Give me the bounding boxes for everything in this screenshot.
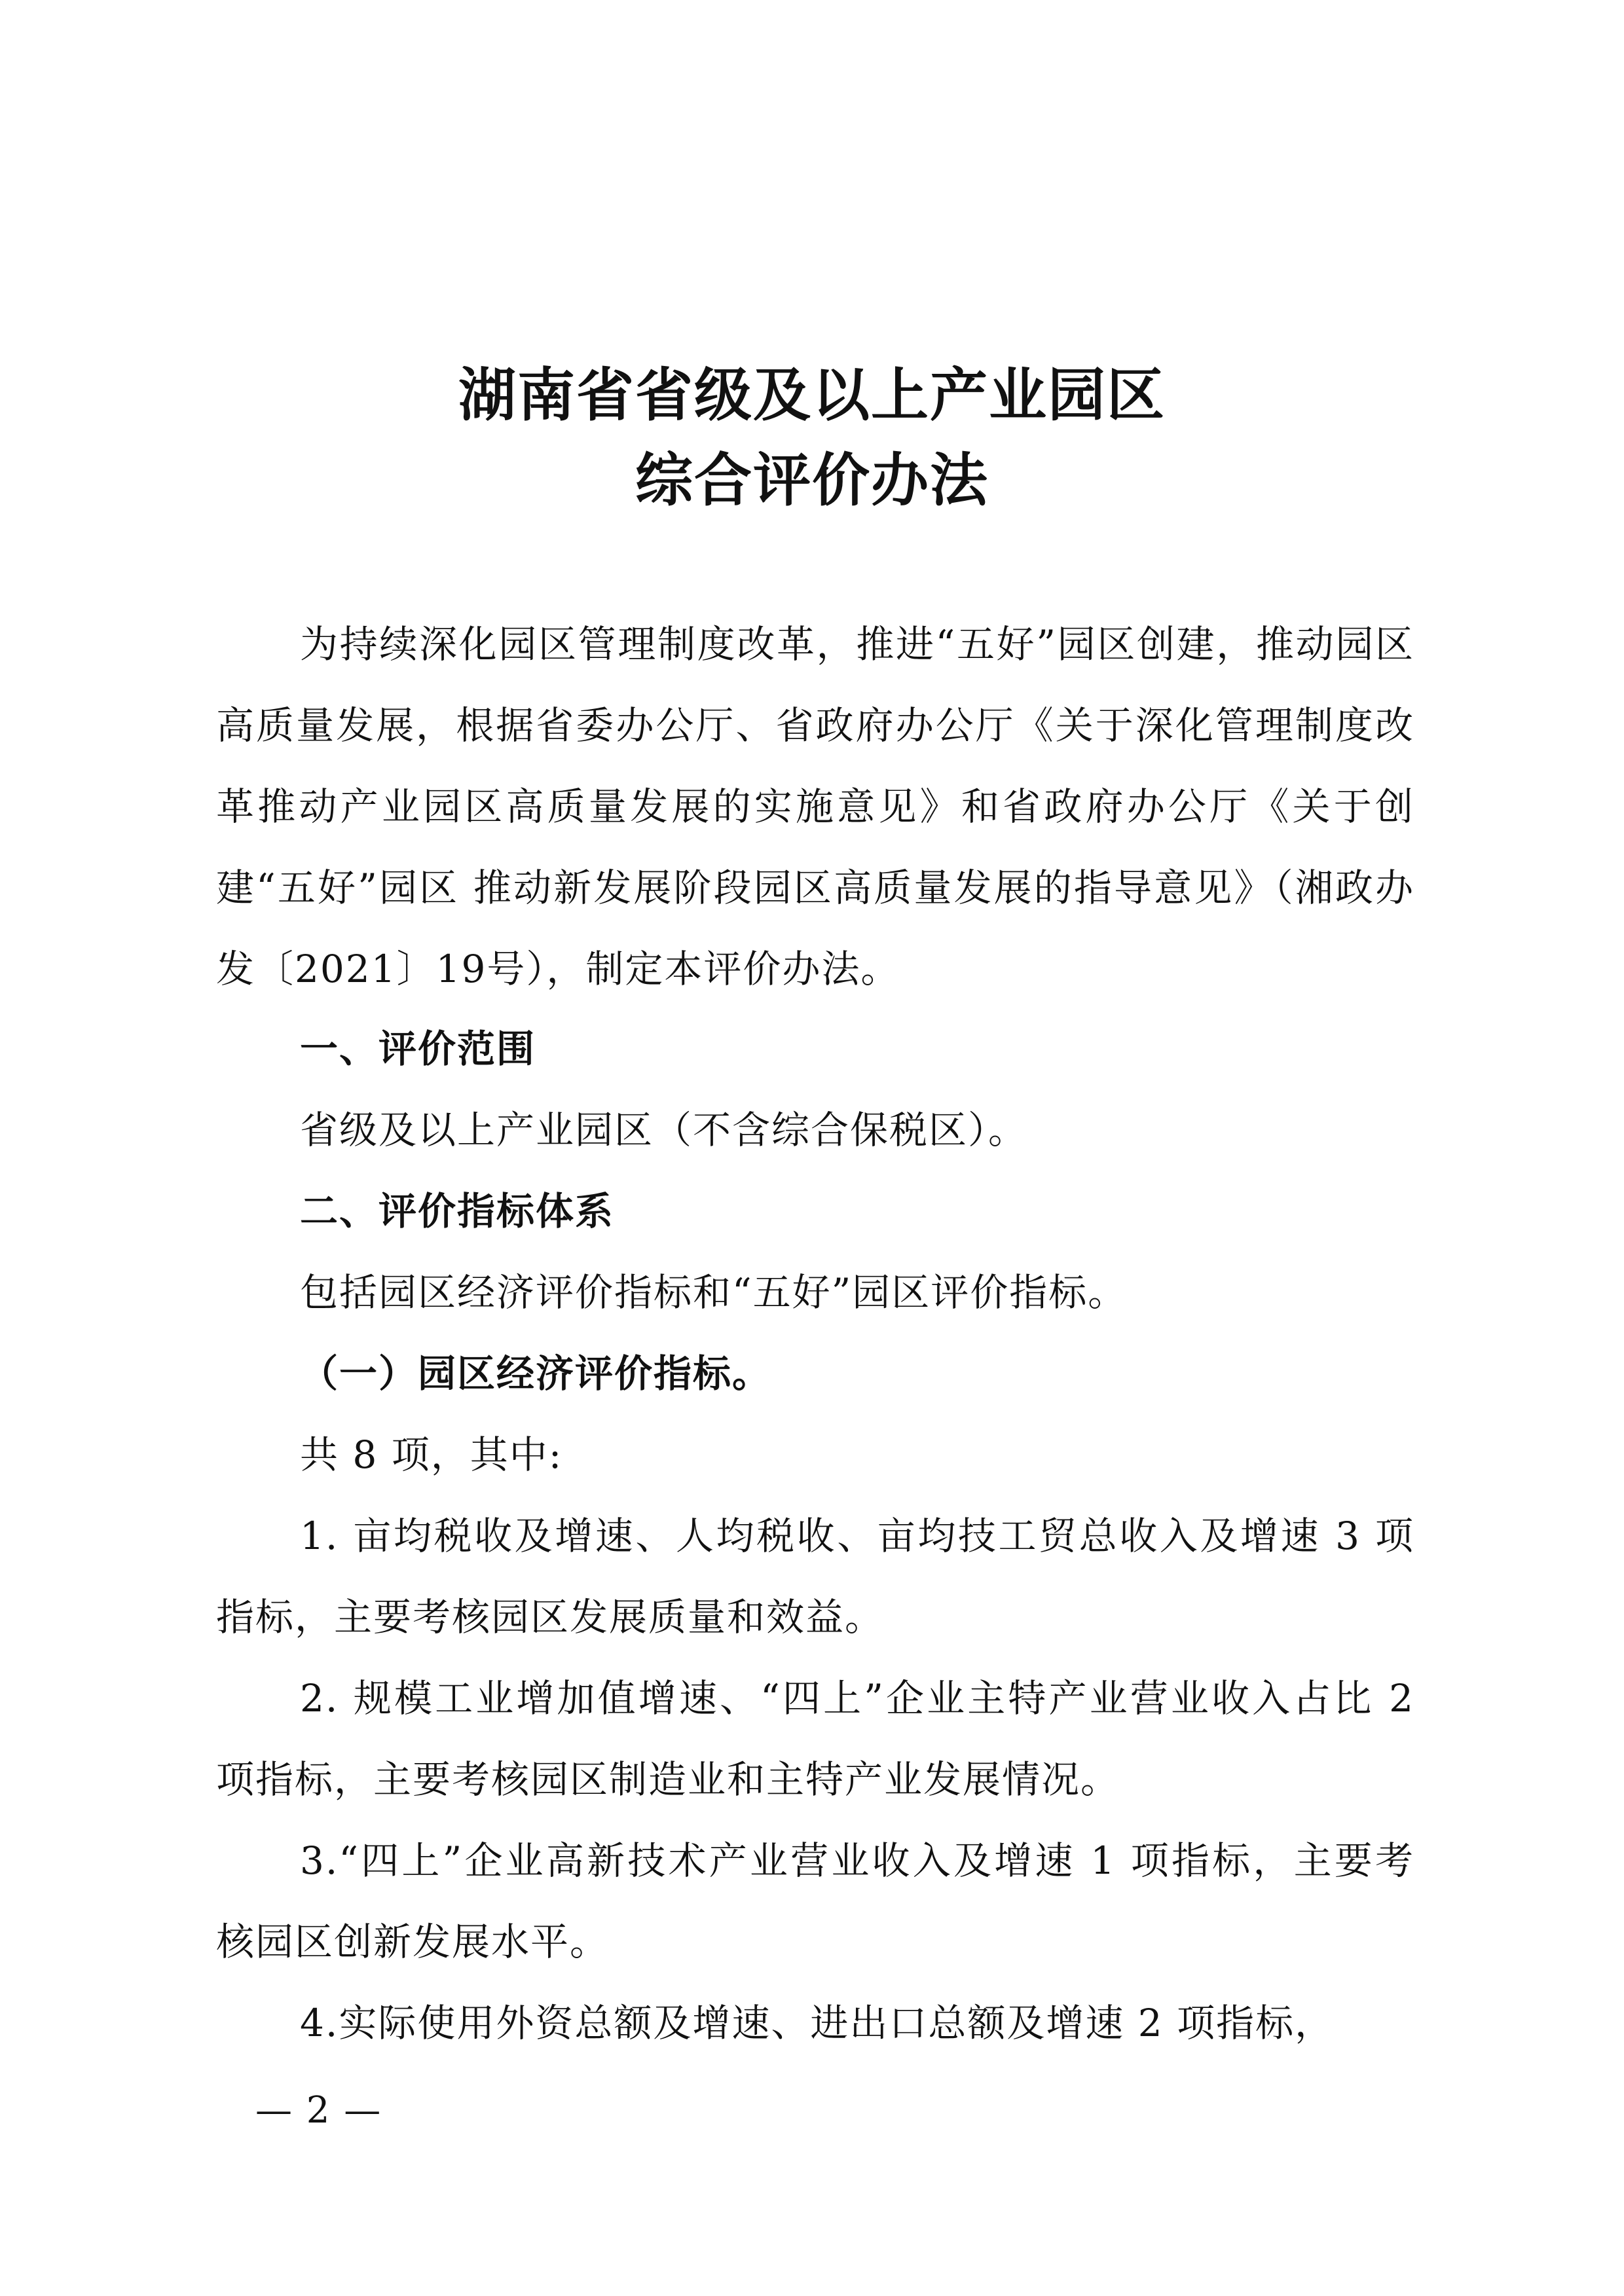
- indicator-item-2: 2. 规模工业增加值增速、“四上”企业主特产业营业收入占比 2 项指标，主要考核园区制造业和主特产业发展情况。: [216, 1676, 1414, 1802]
- indicator-item-3: 3.“四上”企业高新技术产业营业收入及增速 1 项指标，主要考核园区创新发展水平。: [216, 1838, 1414, 1964]
- indicator-count: 共 8 项，其中:: [300, 1432, 563, 1477]
- intro-paragraph: 为持续深化园区管理制度改革，推进“五好”园区创建，推动园区高质量发展，根据省委办公厅、省政府办公厅《关于深化管理制度改革推动产业园区高质量发展的实施意见》和省政府办公厅《关于创建“五好”园区 推动新发展阶段园区高质量发展的指导意见》（湘政办发〔2021〕19号），制定本评价办法。: [216, 622, 1414, 991]
- section-1-text: 省级及以上产业园区（不含综合保税区）。: [300, 1108, 1028, 1152]
- section-1-heading: 一、评价范围: [300, 1027, 536, 1071]
- document-title-line-2: 综合评价办法: [635, 446, 989, 514]
- section-2-heading: 二、评价指标体系: [300, 1189, 615, 1233]
- subsection-1-heading: （一）园区经济评价指标。: [300, 1351, 772, 1396]
- section-2-text: 包括园区经济评价指标和“五好”园区评价指标。: [300, 1270, 1128, 1315]
- page-number: — 2 —: [255, 2089, 382, 2132]
- indicator-item-1: 1. 亩均税收及增速、人均税收、亩均技工贸总收入及增速 3 项指标，主要考核园区发展质量和效益。: [216, 1514, 1414, 1639]
- document-title-line-1: 湖南省省级及以上产业园区: [458, 361, 1166, 429]
- indicator-item-4: 4.实际使用外资总额及增速、进出口总额及增速 2 项指标，: [300, 2001, 1335, 2045]
